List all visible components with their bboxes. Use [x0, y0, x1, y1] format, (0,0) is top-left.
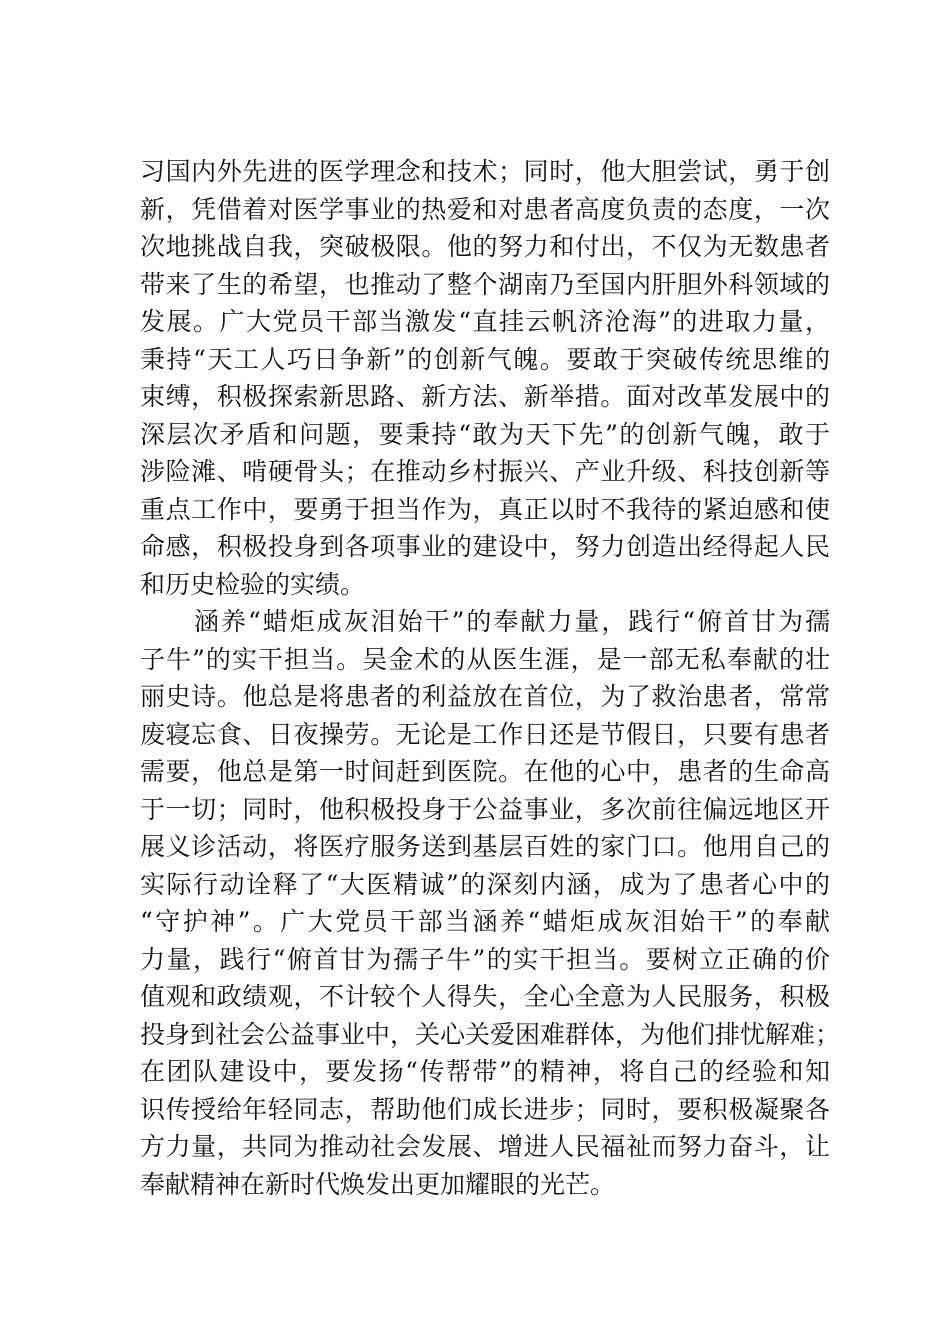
text-line: 重点工作中，要勇于担当作为，真正以时不我待的紧迫感和使 [140, 494, 830, 524]
text-line: 带来了生的希望，也推动了整个湖南乃至国内肝胆外科领域的 [140, 269, 830, 299]
text-line: 投身到社会公益事业中，关心关爱困难群体，为他们排忧解难； [140, 1019, 841, 1049]
text-line: 和历史检验的实绩。 [140, 569, 366, 599]
text-line: 废寝忘食、日夜操劳。无论是工作日还是节假日，只要有患者 [140, 719, 830, 749]
text-line: 丽史诗。他总是将患者的利益放在首位，为了救治患者，常常 [140, 682, 830, 711]
text-line: 识传授给年轻同志，帮助他们成长进步；同时，要积极凝聚各 [140, 1094, 830, 1124]
text-line: 涉险滩、啃硬骨头；在推动乡村振兴、产业升级、科技创新等 [140, 457, 830, 486]
text-line: 展义诊活动，将医疗服务送到基层百姓的家门口。他用自己的 [140, 832, 830, 861]
body-text [140, 153, 841, 1203]
text-line: 新，凭借着对医学事业的热爱和对患者高度负责的态度，一次 [140, 194, 830, 224]
text-line: 在团队建设中，要发扬“传帮带”的精神，将自己的经验和知 [140, 1057, 830, 1086]
text-line: 涵养“蜡炬成灰泪始干”的奉献力量，践行“俯首甘为孺 [140, 607, 830, 636]
text-line: 实际行动诠释了“大医精诚”的深刻内涵，成为了患者心中的 [140, 869, 830, 899]
text-line: 子牛”的实干担当。吴金术的从医生涯，是一部无私奉献的壮 [140, 644, 830, 674]
text-line: 习国内外先进的医学理念和技术；同时，他大胆尝试，勇于创 [140, 157, 830, 186]
text-line: 需要，他总是第一时间赶到医院。在他的心中，患者的生命高 [140, 757, 830, 786]
text-line: 深层次矛盾和问题，要秉持“敢为天下先”的创新气魄，敢于 [140, 419, 830, 449]
text-line: 力量，践行“俯首甘为孺子牛”的实干担当。要树立正确的价 [140, 944, 830, 974]
text-line: “守护神”。广大党员干部当涵养“蜡炬成灰泪始干”的奉献 [140, 907, 830, 936]
text-line: 次地挑战自我，突破极限。他的努力和付出，不仅为无数患者 [140, 232, 830, 261]
text-line: 方力量，共同为推动社会发展、增进人民福祉而努力奋斗，让 [140, 1132, 830, 1161]
text-line: 于一切；同时，他积极投身于公益事业，多次前往偏远地区开 [140, 794, 830, 824]
text-line: 命感，积极投身到各项事业的建设中，努力创造出经得起人民 [140, 532, 830, 561]
text-line: 秉持“天工人巧日争新”的创新气魄。要敢于突破传统思维的 [140, 344, 830, 374]
text-line: 发展。广大党员干部当激发“直挂云帆济沧海”的进取力量， [140, 307, 830, 336]
text-line: 值观和政绩观，不计较个人得失，全心全意为人民服务，积极 [140, 982, 830, 1011]
text-line: 束缚，积极探索新思路、新方法、新举措。面对改革发展中的 [140, 382, 830, 411]
text-line: 奉献精神在新时代焕发出更加耀眼的光芒。 [140, 1169, 616, 1199]
